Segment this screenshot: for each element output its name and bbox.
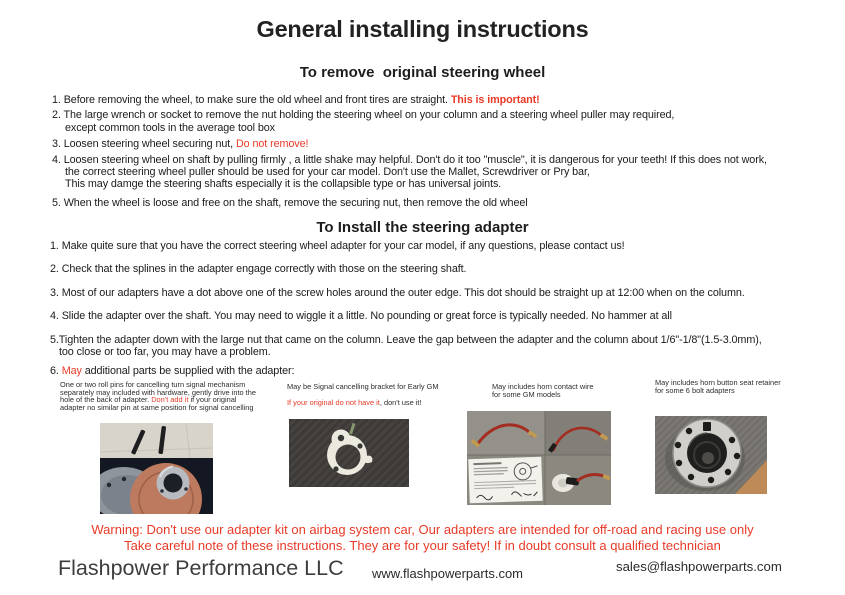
text-line: 5.Tighten the adapter down with the large nut that came on the column. Leave the gap between the adapter and the column about 1/6"-1/8"(1.5-3.0mm), <box>50 333 762 346</box>
text-line: too close or too far, you may have a problem. <box>59 346 271 359</box>
email-address: sales@flashpowerparts.com <box>616 559 782 574</box>
text-line: May includes horn contact wire <box>492 382 594 391</box>
caption-roll-pins <box>60 381 265 412</box>
install-step-4 <box>50 310 842 322</box>
text-line: If your original do not have it, don't use it! <box>287 397 422 407</box>
remove-steps-list <box>52 94 842 212</box>
text-line: 6. May additional parts be supplied with the adapter: <box>50 365 295 378</box>
text-line: except common tools in the average tool box <box>65 121 275 134</box>
remove-step-4 <box>52 154 842 191</box>
text-line: separately may included with hardware, gently drive into the <box>60 387 256 397</box>
text-line: May includes horn button seat retainer <box>655 378 781 387</box>
website-url: www.flashpowerparts.com <box>372 566 523 581</box>
caption-horn-contact-wire <box>492 383 637 398</box>
text-line: 5. When the wheel is loose and free on the shaft, remove the securing nut, then remove the old wheel <box>52 196 528 209</box>
text-line: 4. Loosen steering wheel on shaft by pulling firmly , a little shake may helpful. Don't do it too "muscle", it is dangerous for your teeth! If this does not work, <box>52 153 767 166</box>
horn-button-retainer-photo <box>655 416 767 494</box>
text-line: for some GM models <box>492 389 561 399</box>
signal-cancelling-bracket-photo <box>289 419 409 487</box>
page-title: General installing instructions <box>256 16 589 42</box>
text-line: for some 6 bolt adapters <box>655 385 735 395</box>
install-step-6 <box>50 365 842 377</box>
text-line: 3. Most of our adapters have a dot above one of the screw holes around the outer edge. This dot should be straight up at 12:00 when on the column. <box>50 286 745 299</box>
text-line: 2. The large wrench or socket to remove the nut holding the steering wheel on your column and a steering wheel puller may required, <box>52 109 675 122</box>
text-line: 3. Loosen steering wheel securing nut, Do not remove! <box>52 138 309 151</box>
horn-contact-wire-photo <box>467 411 611 505</box>
remove-section-heading: To remove original steering wheel <box>299 64 546 81</box>
text-line: hole of the back of adapter. Don't add it if your original <box>60 395 237 405</box>
remove-step-1 <box>52 94 842 106</box>
text-line: This may damge the steering shafts especially it is the collapsible type or has universal joints. <box>65 178 502 191</box>
text-line: 2. Check that the splines in the adapter engage correctly with those on the steering shaft. <box>50 263 467 276</box>
install-section-heading: To Install the steering adapter <box>316 219 529 236</box>
caption-signal-bracket <box>287 383 482 406</box>
text-line: One or two roll pins for cancelling turn signal mechanism <box>60 380 246 389</box>
remove-step-2 <box>52 109 842 134</box>
install-step-2 <box>50 263 842 275</box>
install-step-5 <box>50 334 842 359</box>
text-line: the correct steering wheel puller should be used for your car model. Don't use the Mallet, Screwdriver or Pry bar, <box>65 166 590 179</box>
text-line: May be Signal cancelling bracket for Early GM <box>287 382 439 391</box>
install-step-3 <box>50 287 842 299</box>
install-steps-list <box>50 240 842 389</box>
caption-horn-button-retainer <box>655 379 815 394</box>
text-line: 4. Slide the adapter over the shaft. You may need to wiggle it a little. No pounding or great force is typically needed. No hammer at all <box>50 310 672 323</box>
remove-step-3 <box>52 138 842 150</box>
text-line: 1. Before removing the wheel, to make sure the old wheel and front tires are straight. This is important! <box>52 94 540 106</box>
remove-step-5 <box>52 197 842 209</box>
company-name: Flashpower Performance LLC <box>58 556 344 580</box>
install-step-1 <box>50 240 842 252</box>
text-line: adapter no similar pin at same position for signal cancelling <box>60 403 254 413</box>
roll-pins-adapter-photo <box>100 423 213 514</box>
warning-text <box>0 522 845 553</box>
warning-line-2: Take careful note of these instructions. They are for your safety! If in doubt consult a qualified technician <box>124 537 721 553</box>
text-line: 1. Make quite sure that you have the correct steering wheel adapter for your car model, if any questions, please contact us! <box>50 240 625 252</box>
warning-line-1: Warning: Don't use our adapter kit on airbag system car, Our adapters are intended for off-road and racing use only <box>91 522 754 537</box>
